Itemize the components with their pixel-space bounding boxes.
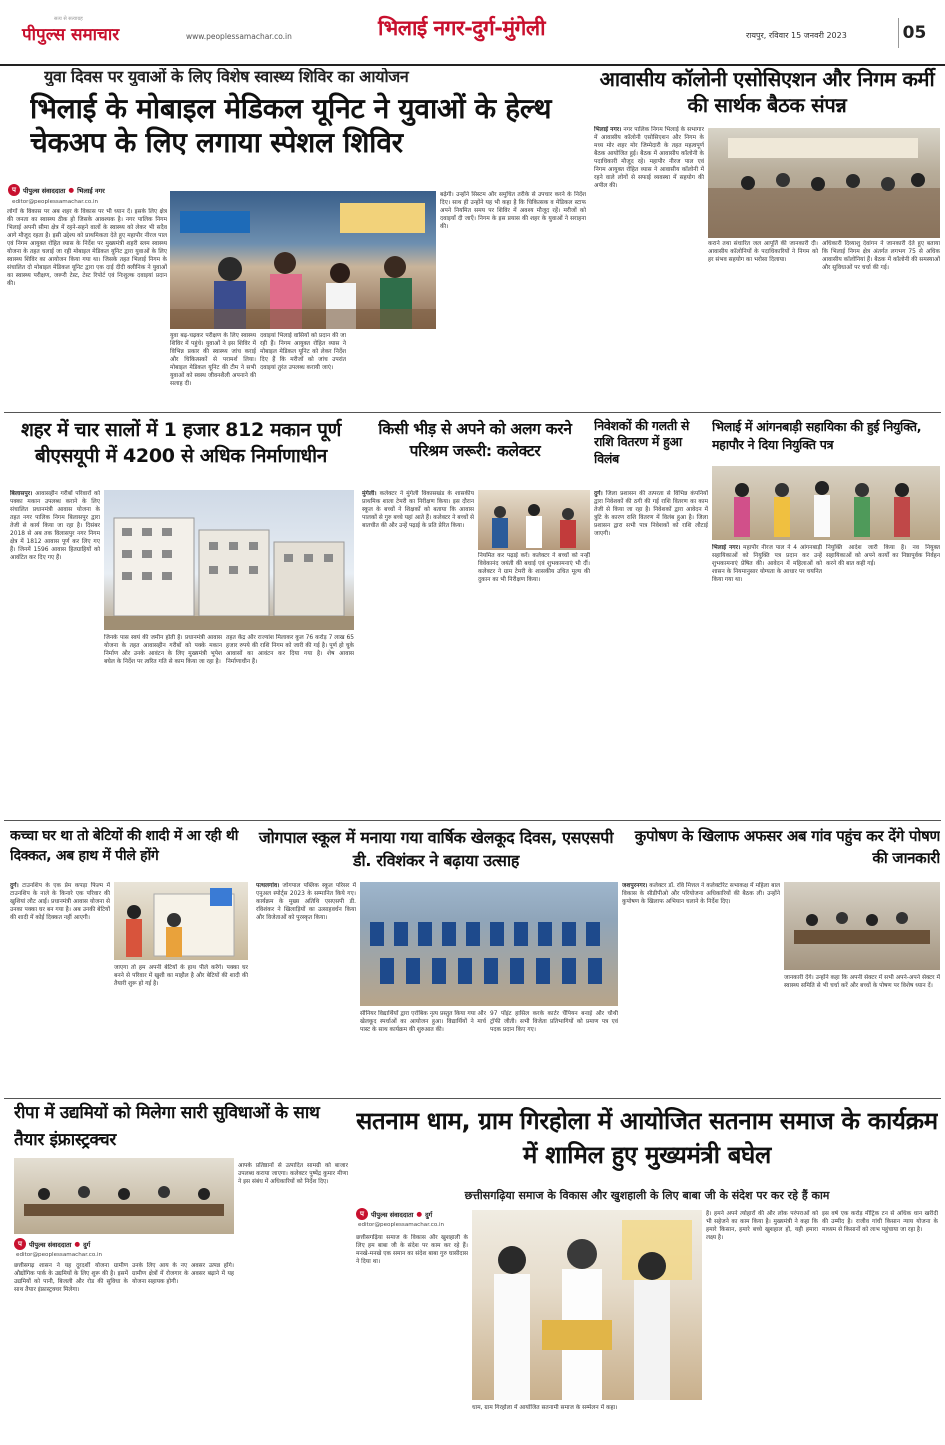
story1-col3: दवाइयां भिलाई वासियों को प्रदान की जा रही हैं। निगम आयुक्त रोहित व्यास ने मोबाइल मेडिकल यूनिट को लेकर निर्देश दिए हैं कि मरीजों को जांच उपरांत दवाइयां तुरंत उपलब्ध करायी जाएं। [260,333,346,372]
story1-kicker: युवा दिवस पर युवाओं के लिए विशेष स्वास्थ्य शिविर का आयोजन [44,68,409,86]
story11-email[interactable]: editor@peoplessamachar.co.in [358,1222,445,1228]
dot-icon: ● [74,1240,81,1248]
story7-photo [114,882,248,960]
story7-headline: कच्चा घर था तो बेटियों की शादी में आ रही थी दिक्कत, अब हाथ में पीले होंगे [10,828,239,865]
brand-logo-icon: प [14,1238,26,1250]
story5-place: दुर्ग। [594,491,603,497]
story8-col1 [256,882,356,1090]
story11-photo-caption: धाम, ग्राम गिरहोला में आयोजित सतनामी समाज के सम्मेलन में कहा। [472,1405,618,1411]
story6-headline: भिलाई में आंगनबाड़ी सहायिका की हुई नियुक्ति, महापौर ने दिया नियुक्ति पत्र [712,419,922,453]
logo-tag: सत्य से सत्याग्रह [54,16,83,22]
story10-email[interactable]: editor@peoplessamachar.co.in [16,1252,103,1258]
story2-photo [708,128,940,238]
story3-col1 [10,490,100,808]
story10-headline: रीपा में उद्यमियों को मिलेगा सारी सुविधाओं के साथ तैयार इंफ्रास्ट्रक्चर [14,1103,320,1151]
story5-body [594,490,708,808]
story10-photo [14,1158,234,1234]
masthead [0,0,945,66]
page-number: 05 [898,18,930,48]
story1-col4: बढ़ेगी। उन्होंने सिस्टम और समुचित तरीके से उपचार करने के निर्देश दिए। साथ ही उन्होंने यह भी कहा है कि चिकित्सक व मेडिकल स्टाफ अपने नियमित समय पर शिविर में अवश्य मौजूद रहें। मरीजों को दवाइयाँ दी जाएँ। निगम के इस प्रयास की शहर के युवाओं ने सराहना की। [440,192,586,231]
story9-col1 [622,882,780,1090]
dot-icon: ● [416,1210,423,1218]
story10-col3: उनके लिए आय के नए अवसर उत्पन्न होंगे। ग्रामीण क्षेत्रों में रोजगार के अवसर बढ़ाने में यह योजना सहायक होगी। [132,1263,234,1286]
story6-col2: नियुक्ति आदेश जारी किया है। नव नियुक्त सहायिकाओं को अपने कार्यों का निष्ठापूर्वक निर्वहन करने की बात कही गई। [826,545,940,568]
story4-photo [478,490,590,550]
story2-col2: कराने तथा संधारित जल आपूर्ति की जानकारी दी। आवासीय कॉलोनियों के पदाधिकारियों ने निगम को हर संभव सहयोग का भरोसा दिलाया। [708,241,818,264]
story4-col2: नियमित कर पढ़ाई करें। कलेक्टर ने बच्चों को नन्हीं विवेकानंद जयंती की बधाई एवं शुभकामनाएं भी दीं। कलेक्टर ने ग्राम टेमरी के शासकीय उचित मूल्य की दुकान का भी निरीक्षण किया। [478,553,590,584]
appointment-ceremony-icon [712,466,940,540]
divider [4,820,941,821]
story7-col2: जाएगा तो हम अपनी बेटियों के हाथ पीले करेंगे। पक्का घर बनने से परिवार में खुशी का माहौल है और बेटियों की शादी की तैयारी शुरू हो गई है। [114,965,248,988]
story4-place: मुंगेली। [362,491,377,497]
story1-email[interactable]: editor@peoplessamachar.co.in [12,199,99,205]
story3-headline: शहर में चार सालों में 1 हजार 812 मकान पूर्ण बीएसयूपी में 4200 से अधिक निर्माणाधीन [20,419,342,467]
story9-photo [784,882,940,970]
story9-place: जशपुरनगर। [622,883,648,889]
divider [4,1098,941,1099]
story11-col1: छत्तीसगढ़िया समाज के विकास और खुशहाली के लिए हम बाबा जी के संदेश पर काम कर रहे हैं। मनखे-मनखे एक समान का संदेश बाबा गुरु घासीदास ने दिया था। [356,1235,468,1266]
story6-place: भिलाई नगर। [712,545,741,551]
story2-col3: अधिकारी दिव्याशु देवांगन ने जानकारी देते हुए बताया कि भिलाई निगम क्षेत्र अंतर्गत लगभग 75 से अधिक आवासीय कॉलोनियां हैं। बैठक में कॉलोनी की समस्याओं और सुविधाओं पर चर्चा की गई। [822,241,940,272]
meeting-hall-scene-icon [708,128,940,238]
story2-col1 [594,126,704,406]
brand-logo-icon: प [8,184,20,196]
story6-photo [712,466,940,540]
story5-headline: निवेशकों की गलती से राशि वितरण में हुआ विलंब [594,418,690,466]
website-url[interactable]: www.peoplessamachar.co.in [186,32,292,41]
logo [22,16,142,52]
story8-photo [360,882,618,1006]
story8-col1-text: जोगपाल पब्लिक स्कूल परिसर में एनुअल स्पोर्ट्स 2023 के सम्मानित किये गए। कार्यक्रम के मुख्य अतिथि एसएसपी डी. रविशंकर ने खिलाड़ियों का उत्साहवर्धन किया और विजेताओं को पुरस्कृत किया। [256,883,356,922]
story8-col2: सीनियर विद्यार्थियों द्वारा एरोबिक नृत्य प्रस्तुत किया गया और खेलकूद स्पर्धाओं का आयोजन हुआ। विद्यार्थियों ने मार्च पास्ट के साथ कार्यक्रम की शुरुआत की। [360,1011,486,1034]
byline-place: भिलाई नगर [77,186,105,195]
logo-text: पीपुल्स समाचार [22,25,120,45]
divider [4,412,941,413]
byline-reporter: पीपुल्स संवाददाता [371,1210,414,1219]
story11-photo [472,1210,702,1400]
housing-blocks-icon [104,490,354,630]
rural-industrial-park-meeting-icon [14,1158,234,1234]
story4-headline: किसी भीड़ से अपने को अलग करने परिश्रम जरूरी: कलेक्टर [378,420,572,461]
story10-byline [14,1238,174,1250]
chief-minister-event-icon [472,1210,702,1400]
health-camp-scene-icon [170,191,436,329]
story6-col1 [712,544,822,808]
story11-headline: सतनाम धाम, ग्राम गिरहोला में आयोजित सतनाम समाज के कार्यक्रम में शामिल हुए मुख्यमंत्री बघेल [356,1107,938,1170]
section-title: भिलाई नगर-दुर्ग-मुंगेली [378,16,546,40]
dateline: रायपुर, रविवार 15 जनवरी 2023 [746,31,847,40]
story3-place: बिलासपुर। [10,491,33,497]
family-house-icon [114,882,248,960]
story11-col2: है। हमने अपने त्योहारों की और लोक परंपराओं को भी सहेजने का काम किया है। मुख्यमंत्री ने कहा कि हमारे किसान, हमारे बच्चे खुशहाल हों, यही हमारा लक्ष्य है। [706,1211,818,1242]
story10-col2: आपके प्रतिष्ठानों से उत्पादित सामग्री को बाजार उपलब्ध कराया जाएगा। कलेक्टर पुष्पेंद्र कुमार मीणा ने इस संबंध में अधिकारियों को निर्देश दिए। [238,1163,348,1186]
school-sports-assembly-icon [360,882,618,1006]
byline-reporter: पीपुल्स संवाददाता [23,186,66,195]
classroom-scene-icon [478,490,590,550]
story7-col1 [10,882,110,1090]
story11-deck: छत्तीसगढ़िया समाज के विकास और खुशहाली के लिए बाबा जी के संदेश पर कर रहे हैं काम [464,1189,830,1202]
story6-col1-text: महापौर नीरज पाल ने 4 आंगनबाड़ी सहायिकाओं को नियुक्ति पत्र प्रदान कर उन्हें शुभकामनाएं प्रेषित की। आवेदन में महिलाओं को शासन के नियमानुसार योग्यता के आधार पर चयनित किया गया था। [712,545,822,584]
story3-col3: तहत केंद्र और राज्यांश मिलाकर कुल 76 करोड़ 7 लाख 65 हजार रुपये की राशि निगम को जारी की गई है। पूर्ण हो चुके आवासों का आवंटन कर दिया गया है। शेष आवास निर्माणाधीन हैं। [226,635,354,666]
story1-photo [170,191,436,329]
story1-col2: युवा बढ़-चढ़कर परीक्षण के लिए स्वास्थ्य शिविर में पहुंचे। युवाओं ने इस शिविर में विभिन्न प्रकार की स्वास्थ्य जांच कराई और चिकित्सकों से परामर्श लिया। मोबाइल मेडिकल यूनिट की टीम ने सभी युवाओं को स्वस्थ जीवनशैली अपनाने की सलाह दी। [170,333,256,388]
brand-logo-icon: प [356,1208,368,1220]
story1-col1: लोगों के विकास पर अब शहर के विकास पर भी ध्यान दें। इसके लिए क्षेत्र की जनता का स्वास्थ्य ठीक हो जिसके आवश्यक है। नगर पालिक निगम भिलाई अपनी सीमा क्षेत्र में रहने-सहने वालों के स्वास्थ्य को लेकर भी सदैव आगे मौजूद रहता है। इसी उद्देश्य को प्राथमिकता देते हुए महापौर नीरज पाल एवं निगम आयुक्त रोहित व्यास के निर्देश पर मुख्यमंत्री शहरी स्लम स्वास्थ्य योजना के तहत चलाई जा रही मोबाइल मेडिकल यूनिट द्वारा युवाओं के लिए स्वास्थ्य शिविर का आयोजन किया गया था। जिसके तहत भिलाई निगम के संचालित दो मोबाइल मेडिकल यूनिट द्वारा एक दाई दीदी क्लीनिक ने युवाओं का स्वास्थ्य परीक्षण, जरूरी टेस्ट, टेस्ट रिपोर्ट एवं निःशुल्क दवाइयां प्रदान की। [7,209,167,288]
story8-headline: जोगपाल स्कूल में मनाया गया वार्षिक खेलकूद दिवस, एसएसपी डी. रविशंकर ने बढ़ाया उत्साह [258,828,614,871]
story3-col2: जिनके पास स्वयं की जमीन होती है। प्रधानमंत्री आवास योजना के तहत आवासहीन गरीबों को पक्के मकान निर्माण और उनके आवंटन के लिए मुख्यमंत्री भूपेश बघेल के निर्देश पर त्वरित गति से काम किया जा रहा है। [104,635,222,666]
story8-place: पत्थलगांव। [256,883,280,889]
story9-col2: जानकारी देंगे। उन्होंने कहा कि अपनी सेक्टर में सभी अपने-अपने सेक्टर में स्वास्थ्य समिति से भी चर्चा करें और बच्चों के पोषण पर विशेष ध्यान दें। [784,975,940,990]
story9-col1-text: कलेक्टर डॉ. रवि मित्तल ने कलेक्टोरेट सभाकक्ष में महिला बाल विकास के सीडीपीओ और परियोजना अधिकारियों की बैठक ली। उन्होंने कुपोषण के खिलाफ अभियान चलाने के निर्देश दिए। [622,883,780,906]
story7-place: दुर्ग। [10,883,19,889]
byline-place: दुर्ग [83,1240,91,1249]
story7-col1-text: टाउनशिप के एक प्रेम कपड़ा फिल्म में टाउनशिप के नाले के किनारे एक परिवार की खुशियां लौट आईं। प्रधानमंत्री आवास योजना से उनका पक्का घर बन गया है। अब उनकी बेटियों की शादी में कोई दिक्कत नहीं आएगी। [10,883,110,922]
story4-col1-text: कलेक्टर ने मुंगेली विकासखंड के शासकीय प्राथमिक शाला टेमरी का निरीक्षण किया। इस दौरान स्कूल के बच्चों ने शिक्षकों को बताया कि आवास पालकों से गुरु बच्चे यहां आते हैं। कलेक्टर ने बच्चों से बातचीत की और उन्हें पढ़ाई के प्रति प्रेरित किया। [362,491,474,530]
story3-col1-text: आवासहीन गरीबों परिवारों को पक्का मकान उपलब्ध कराने के लिए संचालित प्रधानमंत्री आवास योजना के तहत नगर पालिक निगम बिलासपुर द्वारा तेजी से कार्य किया जा रहा है। दिसंबर 2018 से अब तक विलासपुर नगर निगम क्षेत्र में 1812 आवास पूर्ण कर लिए गए हैं। जिनमें 1596 आवास हितग्राहियों को आवंटित कर दिए गए हैं। [10,491,100,562]
dot-icon: ● [68,186,75,194]
story9-headline: कुपोषण के खिलाफ अफसर अब गांव पहुंच कर देंगे पोषण की जानकारी [634,827,940,867]
story10-col1: छत्तीसगढ़ शासन ने यह दूरदर्शी योजना ग्रामीण औद्योगिक पार्क के उद्यमियों के लिए शुरू की है। इसमें उद्यमियों को पानी, बिजली और रोड की सुविधा के साथ तैयार इंफ्रास्ट्रक्चर मिलेगा। [14,1263,128,1294]
collectorate-meeting-icon [784,882,940,970]
story2-headline: आवासीय कॉलोनी एसोसिएशन और निगम कर्मी की सार्थक बैठक संपन्न [599,67,935,117]
story2-col1-text: नगर पालिक निगम भिलाई के सभागार में आवासीय कॉलोनी एसोसिएशन और निगम के मध्य मोर शहर मोर जिम्मेदारी के तहत महत्वपूर्ण बैठक आयोजित हुई। बैठक में आवासीय कॉलोनी के पदाधिकारी मौजूद रहे। महापौर नीरज पाल एवं निगम आयुक्त रोहित व्यास ने आवासीय कॉलोनी में रहने वाले लोगों से सफाई व्यवस्था में सहयोग की अपील की। [594,127,704,190]
story8-col3: 97 पॉइंट हासिल करके कार्टर चैंपियन बनाई और चौथी ट्रॉफी जीती। सभी विजेता प्रतिभागियों को प्रमाण पत्र एवं पदक प्रदान किए गए। [490,1011,618,1034]
story5-body-text: जिला प्रशासन की तत्परता से विभिन्न कंपनियों द्वारा निवेशकों की ठगी की गई राशि वितरण का काम तेजी से किया जा रहा है। निवेशकों द्वारा आवेदन में त्रुटि के कारण राशि वितरण में विलंब हुआ है। जिला प्रशासन द्वारा सभी पात्र निवेशकों को राशि लौटाई जाएगी। [594,491,708,538]
byline-place: दुर्ग [425,1210,433,1219]
story2-place: भिलाई नगर। [594,127,622,133]
byline-reporter: पीपुल्स संवाददाता [29,1240,72,1249]
story1-headline: भिलाई के मोबाइल मेडिकल यूनिट ने युवाओं के हेल्थ चेकअप के लिए लगाया स्पेशल शिविर [30,92,552,159]
story11-col3: इस वर्ष एक करोड़ मीट्रिक टन से अधिक धान खरीदी की उम्मीद है। राजीव गांधी किसान न्याय योजना के माध्यम से किसानों को लाभ पहुंचाया जा रहा है। [822,1211,938,1234]
story4-col1 [362,490,474,808]
story3-photo [104,490,354,630]
